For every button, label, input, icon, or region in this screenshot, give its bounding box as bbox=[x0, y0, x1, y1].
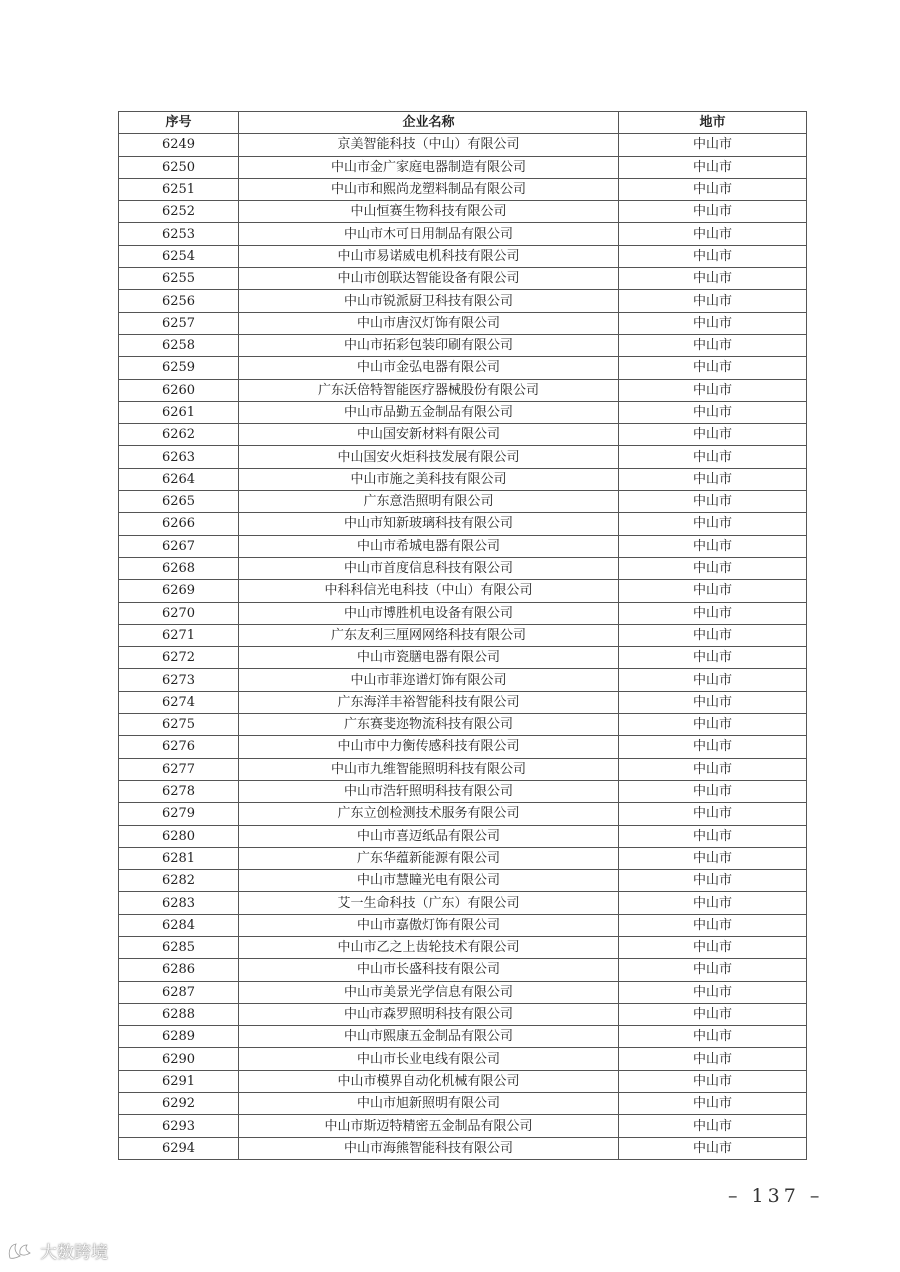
company-name-cell: 中山市锐派厨卫科技有限公司 bbox=[239, 290, 619, 312]
serial-cell: 6277 bbox=[119, 758, 239, 780]
serial-cell: 6286 bbox=[119, 959, 239, 981]
table-row bbox=[119, 1070, 807, 1092]
table-row bbox=[119, 780, 807, 802]
table-row bbox=[119, 1093, 807, 1115]
table-row bbox=[119, 870, 807, 892]
serial-cell: 6254 bbox=[119, 245, 239, 267]
company-name-cell: 广东友利三厘网网络科技有限公司 bbox=[239, 624, 619, 646]
city-cell: 中山市 bbox=[619, 825, 807, 847]
serial-cell: 6279 bbox=[119, 803, 239, 825]
table-row bbox=[119, 379, 807, 401]
city-cell: 中山市 bbox=[619, 446, 807, 468]
city-cell: 中山市 bbox=[619, 870, 807, 892]
serial-cell: 6258 bbox=[119, 334, 239, 356]
company-name-cell: 中山市浩轩照明科技有限公司 bbox=[239, 780, 619, 802]
city-cell: 中山市 bbox=[619, 491, 807, 513]
company-name-cell: 中山市金弘电器有限公司 bbox=[239, 357, 619, 379]
city-cell: 中山市 bbox=[619, 178, 807, 200]
city-cell: 中山市 bbox=[619, 468, 807, 490]
table-row bbox=[119, 892, 807, 914]
enterprise-table bbox=[118, 111, 807, 1160]
city-cell: 中山市 bbox=[619, 134, 807, 156]
serial-cell: 6260 bbox=[119, 379, 239, 401]
table-row bbox=[119, 491, 807, 513]
company-name-cell: 中山市美景光学信息有限公司 bbox=[239, 981, 619, 1003]
company-name-cell: 中山市品勤五金制品有限公司 bbox=[239, 401, 619, 423]
company-name-cell: 中山市创联达智能设备有限公司 bbox=[239, 268, 619, 290]
table-row bbox=[119, 914, 807, 936]
company-name-cell: 中山市瓷膳电器有限公司 bbox=[239, 647, 619, 669]
company-name-cell: 中山市嘉傲灯饰有限公司 bbox=[239, 914, 619, 936]
city-cell: 中山市 bbox=[619, 557, 807, 579]
table-row bbox=[119, 290, 807, 312]
company-name-cell: 中山市拓彩包装印刷有限公司 bbox=[239, 334, 619, 356]
table-row bbox=[119, 691, 807, 713]
page-number: – 137 – bbox=[728, 1185, 824, 1207]
city-cell: 中山市 bbox=[619, 1093, 807, 1115]
city-cell: 中山市 bbox=[619, 357, 807, 379]
company-name-cell: 京美智能科技（中山）有限公司 bbox=[239, 134, 619, 156]
city-cell: 中山市 bbox=[619, 245, 807, 267]
serial-cell: 6255 bbox=[119, 268, 239, 290]
serial-cell: 6280 bbox=[119, 825, 239, 847]
company-name-cell: 广东意浩照明有限公司 bbox=[239, 491, 619, 513]
company-name-cell: 中山市模界自动化机械有限公司 bbox=[239, 1070, 619, 1092]
company-name-cell: 中山市唐汉灯饰有限公司 bbox=[239, 312, 619, 334]
serial-cell: 6285 bbox=[119, 936, 239, 958]
serial-cell: 6265 bbox=[119, 491, 239, 513]
company-name-cell: 广东立创检测技术服务有限公司 bbox=[239, 803, 619, 825]
table-row bbox=[119, 223, 807, 245]
city-cell: 中山市 bbox=[619, 580, 807, 602]
serial-cell: 6269 bbox=[119, 580, 239, 602]
table-row bbox=[119, 602, 807, 624]
serial-cell: 6259 bbox=[119, 357, 239, 379]
company-name-cell: 中山市长业电线有限公司 bbox=[239, 1048, 619, 1070]
table-row bbox=[119, 647, 807, 669]
city-cell: 中山市 bbox=[619, 156, 807, 178]
serial-cell: 6290 bbox=[119, 1048, 239, 1070]
table-row bbox=[119, 1115, 807, 1137]
city-cell: 中山市 bbox=[619, 981, 807, 1003]
serial-cell: 6257 bbox=[119, 312, 239, 334]
serial-cell: 6268 bbox=[119, 557, 239, 579]
city-cell: 中山市 bbox=[619, 1115, 807, 1137]
city-cell: 中山市 bbox=[619, 714, 807, 736]
table-row bbox=[119, 959, 807, 981]
city-cell: 中山市 bbox=[619, 1070, 807, 1092]
logo-icon bbox=[6, 1240, 36, 1262]
city-cell: 中山市 bbox=[619, 334, 807, 356]
serial-cell: 6287 bbox=[119, 981, 239, 1003]
header-city: 地市 bbox=[619, 112, 807, 134]
city-cell: 中山市 bbox=[619, 624, 807, 646]
city-cell: 中山市 bbox=[619, 780, 807, 802]
company-name-cell: 中山市斯迈特精密五金制品有限公司 bbox=[239, 1115, 619, 1137]
table-row bbox=[119, 557, 807, 579]
company-name-cell: 中山市乙之上齿轮技术有限公司 bbox=[239, 936, 619, 958]
city-cell: 中山市 bbox=[619, 223, 807, 245]
city-cell: 中山市 bbox=[619, 401, 807, 423]
serial-cell: 6263 bbox=[119, 446, 239, 468]
serial-cell: 6292 bbox=[119, 1093, 239, 1115]
city-cell: 中山市 bbox=[619, 736, 807, 758]
table-row bbox=[119, 134, 807, 156]
serial-cell: 6256 bbox=[119, 290, 239, 312]
serial-cell: 6289 bbox=[119, 1026, 239, 1048]
company-name-cell: 中山市木可日用制品有限公司 bbox=[239, 223, 619, 245]
city-cell: 中山市 bbox=[619, 1003, 807, 1025]
company-name-cell: 中山市喜迈纸品有限公司 bbox=[239, 825, 619, 847]
table-row bbox=[119, 1026, 807, 1048]
city-cell: 中山市 bbox=[619, 914, 807, 936]
company-name-cell: 中山市金广家庭电器制造有限公司 bbox=[239, 156, 619, 178]
city-cell: 中山市 bbox=[619, 602, 807, 624]
company-name-cell: 中山市博胜机电设备有限公司 bbox=[239, 602, 619, 624]
city-cell: 中山市 bbox=[619, 803, 807, 825]
city-cell: 中山市 bbox=[619, 936, 807, 958]
serial-cell: 6283 bbox=[119, 892, 239, 914]
city-cell: 中山市 bbox=[619, 424, 807, 446]
city-cell: 中山市 bbox=[619, 959, 807, 981]
table-row bbox=[119, 803, 807, 825]
watermark-text: 大数跨境 bbox=[40, 1243, 108, 1263]
company-name-cell: 广东华蕴新能源有限公司 bbox=[239, 847, 619, 869]
company-name-cell: 中山市希城电器有限公司 bbox=[239, 535, 619, 557]
company-name-cell: 广东沃倍特智能医疗器械股份有限公司 bbox=[239, 379, 619, 401]
table-row bbox=[119, 201, 807, 223]
serial-cell: 6264 bbox=[119, 468, 239, 490]
table-row bbox=[119, 245, 807, 267]
company-name-cell: 中山市海熊智能科技有限公司 bbox=[239, 1137, 619, 1159]
serial-cell: 6291 bbox=[119, 1070, 239, 1092]
table-row bbox=[119, 580, 807, 602]
serial-cell: 6284 bbox=[119, 914, 239, 936]
table-row bbox=[119, 535, 807, 557]
table-row bbox=[119, 758, 807, 780]
table-row bbox=[119, 468, 807, 490]
table-row bbox=[119, 1048, 807, 1070]
city-cell: 中山市 bbox=[619, 290, 807, 312]
table-row bbox=[119, 736, 807, 758]
serial-cell: 6294 bbox=[119, 1137, 239, 1159]
company-name-cell: 中科科信光电科技（中山）有限公司 bbox=[239, 580, 619, 602]
company-name-cell: 中山市首度信息科技有限公司 bbox=[239, 557, 619, 579]
company-name-cell: 中山国安火炬科技发展有限公司 bbox=[239, 446, 619, 468]
table-row bbox=[119, 357, 807, 379]
city-cell: 中山市 bbox=[619, 1137, 807, 1159]
watermark bbox=[6, 1238, 108, 1263]
serial-cell: 6271 bbox=[119, 624, 239, 646]
company-name-cell: 中山市长盛科技有限公司 bbox=[239, 959, 619, 981]
company-name-cell: 中山市知新玻璃科技有限公司 bbox=[239, 513, 619, 535]
table-row bbox=[119, 312, 807, 334]
city-cell: 中山市 bbox=[619, 201, 807, 223]
company-name-cell: 广东海洋丰裕智能科技有限公司 bbox=[239, 691, 619, 713]
serial-cell: 6281 bbox=[119, 847, 239, 869]
table-row bbox=[119, 446, 807, 468]
company-name-cell: 中山市中力衡传感科技有限公司 bbox=[239, 736, 619, 758]
table-row bbox=[119, 936, 807, 958]
table-row bbox=[119, 401, 807, 423]
serial-cell: 6274 bbox=[119, 691, 239, 713]
serial-cell: 6276 bbox=[119, 736, 239, 758]
city-cell: 中山市 bbox=[619, 669, 807, 691]
serial-cell: 6275 bbox=[119, 714, 239, 736]
serial-cell: 6272 bbox=[119, 647, 239, 669]
serial-cell: 6270 bbox=[119, 602, 239, 624]
city-cell: 中山市 bbox=[619, 379, 807, 401]
table-row bbox=[119, 178, 807, 200]
table-row bbox=[119, 714, 807, 736]
city-cell: 中山市 bbox=[619, 892, 807, 914]
city-cell: 中山市 bbox=[619, 847, 807, 869]
table-row bbox=[119, 424, 807, 446]
city-cell: 中山市 bbox=[619, 691, 807, 713]
table-row bbox=[119, 156, 807, 178]
table-row bbox=[119, 847, 807, 869]
table-row bbox=[119, 825, 807, 847]
table-row bbox=[119, 624, 807, 646]
serial-cell: 6278 bbox=[119, 780, 239, 802]
table-row bbox=[119, 1003, 807, 1025]
city-cell: 中山市 bbox=[619, 758, 807, 780]
company-name-cell: 中山市和熙尚龙塑料制品有限公司 bbox=[239, 178, 619, 200]
serial-cell: 6267 bbox=[119, 535, 239, 557]
company-name-cell: 中山国安新材料有限公司 bbox=[239, 424, 619, 446]
city-cell: 中山市 bbox=[619, 1026, 807, 1048]
city-cell: 中山市 bbox=[619, 312, 807, 334]
company-name-cell: 中山市熙康五金制品有限公司 bbox=[239, 1026, 619, 1048]
table-row bbox=[119, 669, 807, 691]
serial-cell: 6250 bbox=[119, 156, 239, 178]
table-row bbox=[119, 1137, 807, 1159]
company-name-cell: 中山市易诺威电机科技有限公司 bbox=[239, 245, 619, 267]
serial-cell: 6252 bbox=[119, 201, 239, 223]
serial-cell: 6253 bbox=[119, 223, 239, 245]
serial-cell: 6293 bbox=[119, 1115, 239, 1137]
company-name-cell: 中山市旭新照明有限公司 bbox=[239, 1093, 619, 1115]
city-cell: 中山市 bbox=[619, 1048, 807, 1070]
city-cell: 中山市 bbox=[619, 513, 807, 535]
header-serial: 序号 bbox=[119, 112, 239, 134]
serial-cell: 6266 bbox=[119, 513, 239, 535]
header-company-name: 企业名称 bbox=[239, 112, 619, 134]
serial-cell: 6261 bbox=[119, 401, 239, 423]
city-cell: 中山市 bbox=[619, 268, 807, 290]
table-header-row bbox=[119, 112, 807, 134]
table-row bbox=[119, 268, 807, 290]
serial-cell: 6251 bbox=[119, 178, 239, 200]
city-cell: 中山市 bbox=[619, 535, 807, 557]
company-name-cell: 广东赛斐迩物流科技有限公司 bbox=[239, 714, 619, 736]
company-name-cell: 中山恒赛生物科技有限公司 bbox=[239, 201, 619, 223]
company-name-cell: 中山市施之美科技有限公司 bbox=[239, 468, 619, 490]
company-name-cell: 中山市九维智能照明科技有限公司 bbox=[239, 758, 619, 780]
company-name-cell: 中山市森罗照明科技有限公司 bbox=[239, 1003, 619, 1025]
serial-cell: 6288 bbox=[119, 1003, 239, 1025]
serial-cell: 6273 bbox=[119, 669, 239, 691]
serial-cell: 6282 bbox=[119, 870, 239, 892]
table-row bbox=[119, 334, 807, 356]
company-name-cell: 艾一生命科技（广东）有限公司 bbox=[239, 892, 619, 914]
company-name-cell: 中山市慧瞳光电有限公司 bbox=[239, 870, 619, 892]
serial-cell: 6262 bbox=[119, 424, 239, 446]
table-row bbox=[119, 981, 807, 1003]
city-cell: 中山市 bbox=[619, 647, 807, 669]
table-row bbox=[119, 513, 807, 535]
serial-cell: 6249 bbox=[119, 134, 239, 156]
company-name-cell: 中山市菲迩谱灯饰有限公司 bbox=[239, 669, 619, 691]
